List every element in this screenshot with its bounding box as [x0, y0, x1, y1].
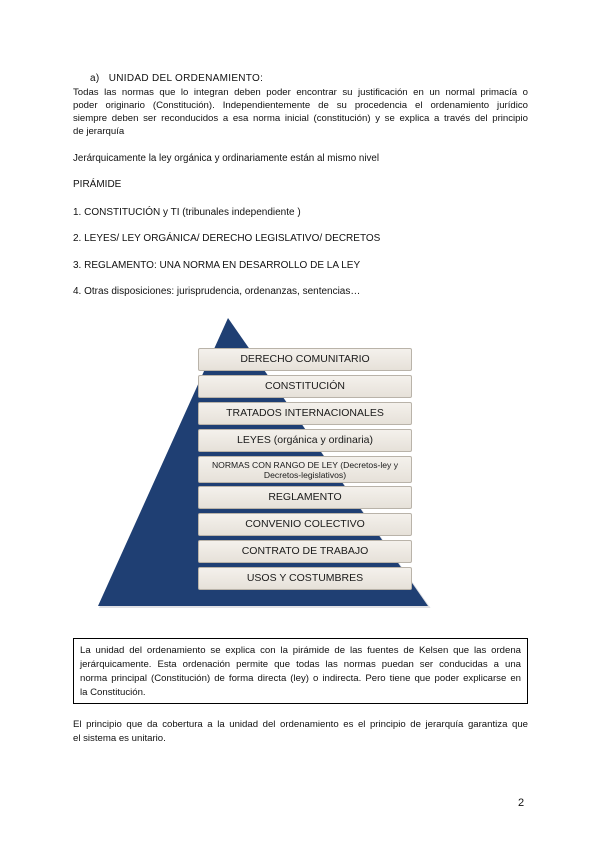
pyramid-tier: DERECHO COMUNITARIO	[198, 348, 412, 371]
box-line-1: La unidad del ordenamiento se explica con la pirámide de las fuentes de Kelsen que las ordena	[80, 645, 521, 656]
section-heading	[90, 72, 263, 86]
box-line-4: la Constitución.	[80, 687, 146, 698]
intro-line-1: Todas las normas que lo integran deben poder encontrar su justificación en un normal primacía o	[73, 87, 528, 98]
intro-line-4: de jerarquía	[73, 126, 125, 137]
pyramid-tier: NORMAS CON RANGO DE LEY (Decretos-ley y Decretos-legislativos)	[198, 456, 412, 483]
piramide-label: PIRÁMIDE	[73, 179, 122, 190]
pyramid-tier: REGLAMENTO	[198, 486, 412, 509]
list-item-2: 2. LEYES/ LEY ORGÁNICA/ DERECHO LEGISLATIVO/ DECRETOS	[73, 233, 381, 244]
pyramid-tier: USOS Y COSTUMBRES	[198, 567, 412, 590]
closing-line-2: el sistema es unitario.	[73, 733, 166, 744]
section-title: UNIDAD DEL ORDENAMIENTO:	[108, 73, 264, 84]
pyramid-tier: LEYES (orgánica y ordinaria)	[198, 429, 412, 452]
pyramid-tier: CONTRATO DE TRABAJO	[198, 540, 412, 563]
intro-line-3: siempre deben ser reconducidos a esa norma inicial (constitución) y se explica a través del principio	[73, 113, 528, 124]
pyramid-tier: CONVENIO COLECTIVO	[198, 513, 412, 536]
intro-line-2: poder originario (Constitución). Independientemente de su procedencia el ordenamiento jurídico	[73, 100, 528, 111]
list-item-4: 4. Otras disposiciones: jurisprudencia, ordenanzas, sentencias…	[73, 286, 361, 297]
kelsen-pyramid	[98, 318, 433, 608]
box-line-3: norma principal (Constitución) de forma directa (ley) o indirecta. Pero tiene que poder explicarse en	[80, 673, 521, 684]
closing-line-1: El principio que da cobertura a la unidad del ordenamiento es el principio de jerarquía garantiza que	[73, 719, 528, 730]
kelsen-explanation-box	[73, 638, 528, 704]
page-number: 2	[518, 797, 525, 809]
box-line-2: jerárquicamente. Esta ordenación permite que todas las normas puedan ser conducidas a una	[80, 659, 521, 670]
pyramid-tier: TRATADOS INTERNACIONALES	[198, 402, 412, 425]
pyramid-tier: CONSTITUCIÓN	[198, 375, 412, 398]
hierarchy-note: Jerárquicamente la ley orgánica y ordinariamente están al mismo nivel	[73, 153, 380, 164]
list-item-3: 3. REGLAMENTO: UNA NORMA EN DESARROLLO DE LA LEY	[73, 260, 361, 271]
section-marker: a)	[90, 73, 100, 84]
list-item-1: 1. CONSTITUCIÓN y TI (tribunales independiente )	[73, 207, 301, 218]
